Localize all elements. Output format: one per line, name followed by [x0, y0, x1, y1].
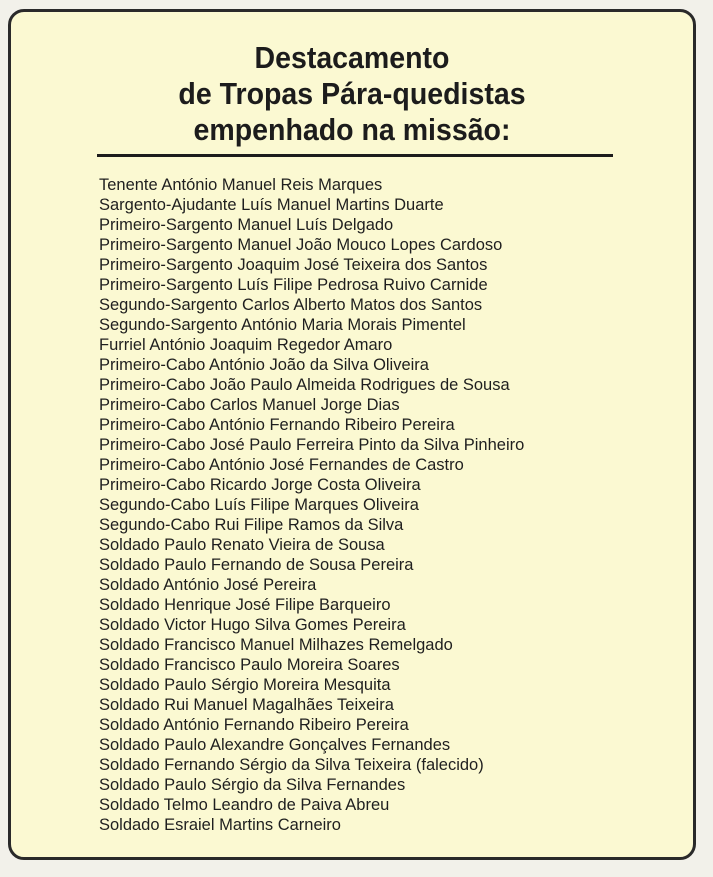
page-title — [11, 40, 693, 148]
list-item: Soldado António José Pereira — [99, 575, 317, 594]
member-list — [99, 175, 537, 835]
title-line-1: Destacamento — [254, 40, 450, 75]
list-item: Primeiro-Cabo António João da Silva Oliveira — [99, 355, 429, 374]
roster-panel — [8, 9, 696, 860]
list-item: Primeiro-Sargento Manuel Luís Delgado — [99, 215, 394, 234]
list-item: Soldado Esraiel Martins Carneiro — [99, 815, 341, 834]
list-item: Soldado Francisco Paulo Moreira Soares — [99, 655, 400, 674]
list-item: Soldado Henrique José Filipe Barqueiro — [99, 595, 391, 614]
list-item: Tenente António Manuel Reis Marques — [99, 175, 383, 194]
list-item: Soldado Victor Hugo Silva Gomes Pereira — [99, 615, 406, 634]
title-line-3: empenhado na missão: — [193, 112, 511, 147]
title-line-2: de Tropas Pára-quedistas — [178, 76, 526, 111]
list-item: Primeiro-Cabo António José Fernandes de Castro — [99, 455, 464, 474]
list-item: Primeiro-Cabo António Fernando Ribeiro Pereira — [99, 415, 455, 434]
list-item: Sargento-Ajudante Luís Manuel Martins Duarte — [99, 195, 444, 214]
list-item: Soldado António Fernando Ribeiro Pereira — [99, 715, 409, 734]
list-item: Primeiro-Cabo José Paulo Ferreira Pinto da Silva Pinheiro — [99, 435, 525, 454]
list-item: Soldado Paulo Sérgio da Silva Fernandes — [99, 775, 406, 794]
list-item: Soldado Telmo Leandro de Paiva Abreu — [99, 795, 390, 814]
list-item: Soldado Paulo Sérgio Moreira Mesquita — [99, 675, 391, 694]
list-item: Primeiro-Cabo Carlos Manuel Jorge Dias — [99, 395, 400, 414]
list-item: Furriel António Joaquim Regedor Amaro — [99, 335, 393, 354]
list-item: Primeiro-Cabo Ricardo Jorge Costa Oliveira — [99, 475, 421, 494]
list-item: Soldado Paulo Fernando de Sousa Pereira — [99, 555, 414, 574]
list-item: Soldado Francisco Manuel Milhazes Remelgado — [99, 635, 453, 654]
list-item: Segundo-Sargento Carlos Alberto Matos dos Santos — [99, 295, 483, 314]
list-item: Soldado Rui Manuel Magalhães Teixeira — [99, 695, 394, 714]
list-item: Segundo-Cabo Luís Filipe Marques Oliveira — [99, 495, 419, 514]
list-item: Segundo-Cabo Rui Filipe Ramos da Silva — [99, 515, 404, 534]
list-item: Soldado Fernando Sérgio da Silva Teixeira (falecido) — [99, 755, 484, 774]
list-item: Primeiro-Sargento Luís Filipe Pedrosa Ruivo Carnide — [99, 275, 488, 294]
list-item: Primeiro-Cabo João Paulo Almeida Rodrigues de Sousa — [99, 375, 510, 394]
list-item: Soldado Paulo Alexandre Gonçalves Fernandes — [99, 735, 451, 754]
list-item: Soldado Paulo Renato Vieira de Sousa — [99, 535, 385, 554]
list-item: Primeiro-Sargento Joaquim José Teixeira dos Santos — [99, 255, 488, 274]
title-divider — [97, 154, 613, 157]
list-item: Primeiro-Sargento Manuel João Mouco Lopes Cardoso — [99, 235, 503, 254]
list-item: Segundo-Sargento António Maria Morais Pimentel — [99, 315, 466, 334]
